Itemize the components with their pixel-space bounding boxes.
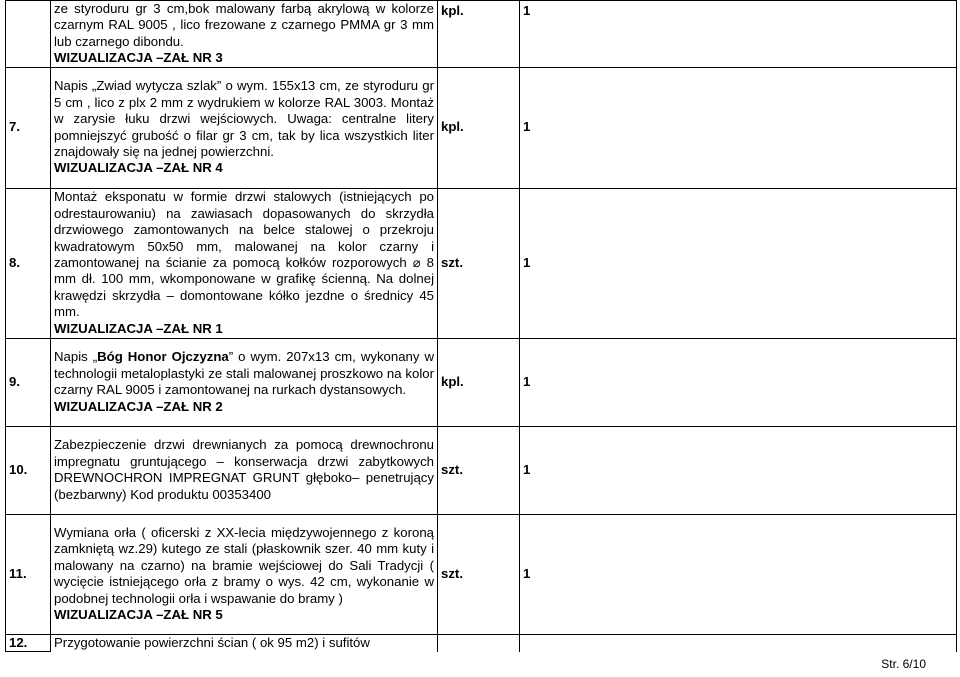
- table-row: [6, 426, 957, 514]
- description-text: ze styroduru gr 3 cm,bok malowany farbą akrylową w kolorze czarnym RAL 9005 , lico frezowane z czarnego PMMA gr 3 mm lub czarnego dibondu.: [54, 1, 434, 49]
- inscription-text: Bóg Honor Ojczyzna: [97, 349, 229, 365]
- table-row: [6, 338, 957, 426]
- description-text: [54, 349, 434, 398]
- row-unit: kpl.: [438, 338, 520, 426]
- description-prefix: Napis „: [54, 349, 98, 365]
- description-text: Montaż eksponatu w formie drzwi stalowych (istniejących po odrestaurowaniu) na zawiasach dopasowanych do skrzydła drzwiowego zamontowanych na belce stalowej o przekroju kwadratowym 50x50 mm, malowanej na kolor czarny i zamontowanej na ścianie za pomocą kołków rozporowych ⌀ 8 mm dł. 100 mm, wkomponowane w grafikę ścienną. Na dolnej krawędzi skrzydła – domontowane kółko jezdne o średnicy 45 mm.: [54, 189, 434, 320]
- row-quantity: [520, 634, 957, 651]
- row-quantity: 1: [520, 514, 957, 634]
- row-number: 7.: [6, 67, 51, 188]
- row-quantity: 1: [520, 188, 957, 338]
- row-description: [51, 67, 438, 188]
- row-quantity: 1: [520, 1, 957, 68]
- table-row: [6, 188, 957, 338]
- row-number: 12.: [6, 634, 51, 651]
- row-quantity: 1: [520, 338, 957, 426]
- visualization-reference: WIZUALIZACJA –ZAŁ NR 4: [54, 160, 223, 176]
- description-text: Przygotowanie powierzchni ścian ( ok 95 m2) i sufitów: [54, 634, 370, 650]
- description-text: Wymiana orła ( oficerski z XX-lecia międzywojennego z koroną zamkniętą wz.29) kutego ze stali (płaskownik szer. 40 mm kuty i malowany na czarno) na bramie wejściowej do Sali Tradycji ( wycięcie istniejącego orła z bramy o wys. 42 cm, wykonanie w podobnej technologii orła i wspawanie do bramy ): [54, 524, 434, 606]
- visualization-reference: WIZUALIZACJA –ZAŁ NR 5: [54, 606, 223, 622]
- table-row: [6, 1, 957, 68]
- table-row: [6, 67, 957, 188]
- table-row: [6, 634, 957, 651]
- row-description: [51, 426, 438, 514]
- row-number: 8.: [6, 188, 51, 338]
- visualization-reference: WIZUALIZACJA –ZAŁ NR 2: [54, 398, 223, 414]
- specification-table: [5, 0, 957, 652]
- row-quantity: 1: [520, 426, 957, 514]
- row-number: 9.: [6, 338, 51, 426]
- description-text: Napis „Zwiad wytycza szlak” o wym. 155x13 cm, ze styroduru gr 5 cm , lico z plx 2 mm z wydrukiem w kolorze RAL 3003. Montaż w zarysie łuku drzwi wejściowych. Uwaga: centralne litery pomniejszyć grubość o filar gr 3 cm, tak by lica wszystkich liter znajdowały się na jednej powierzchni.: [54, 78, 434, 160]
- visualization-reference: WIZUALIZACJA –ZAŁ NR 1: [54, 320, 223, 336]
- row-quantity: 1: [520, 67, 957, 188]
- page-number: Str. 6/10: [881, 657, 926, 671]
- row-number: [6, 1, 51, 68]
- table-row: [6, 514, 957, 634]
- row-unit: szt.: [438, 514, 520, 634]
- row-unit: [438, 634, 520, 651]
- row-unit: kpl.: [438, 67, 520, 188]
- row-unit: szt.: [438, 188, 520, 338]
- row-unit: szt.: [438, 426, 520, 514]
- row-number: 11.: [6, 514, 51, 634]
- row-description: [51, 338, 438, 426]
- description-text: Zabezpieczenie drzwi drewnianych za pomocą drewnochronu impregnatu gruntującego – konserwacja drzwi zabytkowych DREWNOCHRON IMPREGNAT GRUNT głęboko– penetrujący (bezbarwny) Kod produktu 00353400: [54, 437, 434, 502]
- row-description: [51, 1, 438, 68]
- row-description: [51, 188, 438, 338]
- row-number: 10.: [6, 426, 51, 514]
- description-suffix: ” o wym. 207x13 cm, wykonany w technologii metaloplastyki ze stali malowanej proszkowo na kolor czarny RAL 9005 i zamontowanej na rurkach dystansowych.: [54, 349, 435, 398]
- row-description: [51, 514, 438, 634]
- row-unit: kpl.: [438, 1, 520, 68]
- visualization-reference: WIZUALIZACJA –ZAŁ NR 3: [54, 50, 223, 66]
- row-description: [51, 634, 438, 651]
